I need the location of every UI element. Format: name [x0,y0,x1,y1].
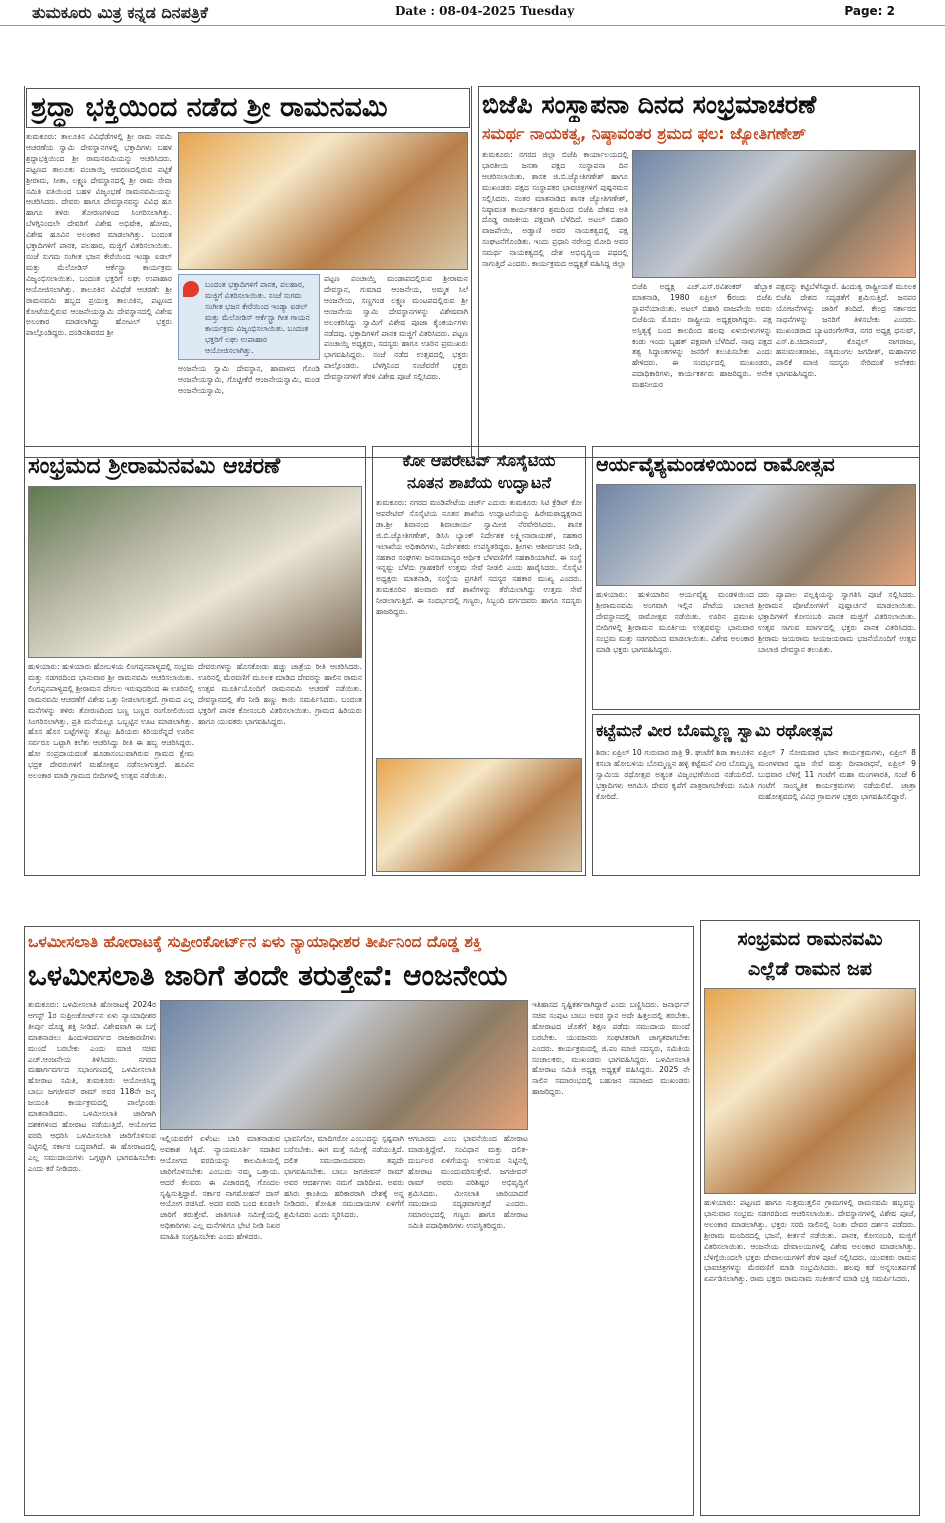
a8-body: ಹುಳಿಯಾರು: ಪಟ್ಟಣದ ಹಾಗೂ ಸುತ್ತಮುತ್ತಲಿನ ಗ್ರಾಮಗಳಲ್ಲಿ ರಾಮನವಮಿ ಹಬ್ಬವನ್ನು ಭಾನುವಾರ ಸಂಭ್ರಮ ಸಡಗರದಿಂದ ಆಚರಿಸಲಾಯಿತು. ದೇವಸ್ಥಾನಗಳಲ್ಲಿ ವಿಶೇಷ ಪೂಜೆ, ಅಲಂಕಾರ ಮಾಡಲಾಗಿತ್ತು. ಭಕ್ತರು ಸರದಿ ಸಾಲಿನಲ್ಲಿ ನಿಂತು ದೇವರ ದರ್ಶನ ಪಡೆದರು. ಶ್ರೀರಾಮ ಮಂದಿರದಲ್ಲಿ ಭಜನೆ, ಕೀರ್ತನೆ ನಡೆಯಿತು. ಪಾನಕ, ಕೋಸಂಬರಿ, ಮಜ್ಜಿಗೆ ವಿತರಿಸಲಾಯಿತು. ಆಂಜನೇಯ ದೇವಾಲಯಗಳಲ್ಲಿ ವಿಶೇಷ ಅಲಂಕಾರ ಮಾಡಲಾಗಿತ್ತು. ಬೆಳಿಗ್ಗೆಯಿಂದಲೇ ಭಕ್ತರು ದೇವಾಲಯಗಳಿಗೆ ತೆರಳಿ ಪೂಜೆ ಸಲ್ಲಿಸಿದರು. ಯುವಕರು ರಾಮನ ಭಾವಚಿತ್ರಗಳನ್ನು ಮೆರವಣಿಗೆ ಮಾಡಿ ಸಂಭ್ರಮಿಸಿದರು. ಹಲವು ಕಡೆ ಅನ್ನಸಂತರ್ಪಣೆ ಏರ್ಪಡಿಸಲಾಗಿತ್ತು. ರಾಮ ಭಕ್ತರು ರಾಮನಾಮ ಸಂಕೀರ್ತನೆ ಮಾಡಿ ಭಕ್ತಿ ಸಮರ್ಪಿಸಿದರು. [704,1198,916,1284]
headline-internal-reservation: ಒಳಮೀಸಲಾತಿ ಜಾರಿಗೆ ತಂದೇ ತರುತ್ತೇವೆ: ಆಂಜನೇಯ [28,959,508,992]
a7-col5: ಇತಿಹಾಸದ ಸೃಷ್ಟಿಕರ್ತರಾಗಿದ್ದಾರೆ ಎಂದು ಬಣ್ಣಿಸಿದರು. ಜನಾರ್ಧನ್ ಸಚಿವ ಸಂಪುಟ ಬಾಬು ಅವರ ಸ್ಥಾನ ಅದೇ ಹಿತ್ತಲದಲ್ಲಿ ತರಬೇಕು. ಹೋರಾಟದ ಜೊತೆಗೆ ಶಿಕ್ಷಣ ಪಡೆದು ಸಮುದಾಯ ಮುಂದೆ ಬರಬೇಕು. ಯುವಜನರು ಸಂಘಟಿತರಾಗಿ ಜಾಗೃತರಾಗಬೇಕು ಎಂದರು. ಕಾರ್ಯಕ್ರಮದಲ್ಲಿ ಜಿ.ಪಂ ಮಾಜಿ ಸದಸ್ಯರು, ಸಮಿತಿಯ ಸಂಚಾಲಕರು, ಮುಖಂಡರು ಭಾಗವಹಿಸಿದ್ದರು. ಒಳಮೀಸಲಾತಿ ಹೋರಾಟ ಸಮಿತಿ ಅಧ್ಯಕ್ಷ ಅಧ್ಯಕ್ಷತೆ ವಹಿಸಿದ್ದರು. 2025 ನೇ ಸಾಲಿನ ಸಮಾರಂಭದಲ್ಲಿ ಬಹುಜನ ಸಮಾಜದ ಮುಖಂಡರು ಹಾಜರಿದ್ದರು. [532,1000,690,1097]
a1-callout [178,274,320,360]
photo-procession [28,486,362,658]
masthead [0,0,945,26]
headline-cooperative-1: ಕೋ ಆಪರೇಟಿವ್ ಸೊಸೈಟಿಯ [402,451,556,470]
a2-col3: ಪಕ್ಷವನ್ನು ಕಟ್ಟಿಬೆಳೆಸಿದ್ದಾರೆ. ಹಿಂದುತ್ವ ರಾಷ್ಟ್ರೀಯತೆ ಮೂಲಕ ಬಿಜೆಪಿ ದೇಶದ ಸದೃಢತೆಗೆ ಶ್ರಮಿಸುತ್ತಿದೆ. ಜನಪರ ಯೋಜನೆಗಳನ್ನು ಜಾರಿಗೆ ತಂದಿದೆ. ಕೇಂದ್ರ ಸರ್ಕಾರದ ಸಾಧನೆಗಳನ್ನು ಜನರಿಗೆ ತಿಳಿಸಬೇಕು ಎಂದರು. ಮುಖಂಡರಾದ ಬ್ಯಾಟರಂಗೇಗೌಡ, ನಗರ ಅಧ್ಯಕ್ಷ ಧನುಷ್, ಎಸ್.ಪಿ.ಚಿದಾನಂದ್, ಕೊಪ್ಪಲ್ ನಾಗರಾಜು, ಹನುಮಂತರಾಜು, ಸತ್ಯಮಂಗಲ ಜಗದೀಶ್, ಮಹಾನಗರ ಪಾಲಿಕೆ ಮಾಜಿ ಸದಸ್ಯರು ಸೇರಿದಂತೆ ಅನೇಕರು ಭಾಗವಹಿಸಿದ್ದರು. [776,282,916,379]
photo-ribbon-cutting [376,758,582,872]
photo-decorated-deity [704,988,916,1194]
a1-col2: ಆಂಜನೇಯ ಸ್ವಾಮಿ ದೇವಸ್ಥಾನ, ಹಾವಾಳದ ಗೊಂಡಿ ಆಂಜನೇಯಸ್ವಾಮಿ, ಗೊಟ್ಟೀಕೆರೆ ಆಂಜನೇಯಸ್ವಾಮಿ, ಮಂಡ ಆಂಜನೇಯಸ್ವಾಮಿ, [178,364,320,395]
issue-date: Date : 08-04-2025 Tuesday [395,4,575,18]
a6-col2: ಏಪ್ರಿಲ್ 7 ಸೋಮವಾರ ಭಜನ ಕಾರ್ಯಕ್ರಮಗಳು, ಏಪ್ರಿಲ್ 8 ಮಂಗಳವಾರ ಧ್ವಜ ಸೇವೆ ಮತ್ತು ದೀಪಾರಾಧನೆ, ಏಪ್ರಿಲ್ 9 ಬುಧವಾರ ಬೆಳಿಗ್ಗೆ 11 ಗಂಟೆಗೆ ಮಹಾ ಮಂಗಳಾರತಿ, ಸಂಜೆ 6 ಗಂಟೆಗೆ ಸಾಂಸ್ಕೃತಿಕ ಕಾರ್ಯಕ್ರಮಗಳು ನಡೆಯಲಿವೆ. ಜಾತ್ರಾ ಮಹೋತ್ಸವದಲ್ಲಿ ವಿವಿಧ ಗ್ರಾಮಗಳ ಭಕ್ತರು ಭಾಗವಹಿಸಲಿದ್ದಾರೆ. [758,748,916,801]
headline-ramanavami-devotion: ಶ್ರದ್ಧಾ ಭಕ್ತಿಯಿಂದ ನಡೆದ ಶ್ರೀ ರಾಮನವಮಿ [26,88,470,128]
a5-col1: ಹುಳಿಯಾರು: ಹುಳಿಯಾರಿನ ಆರ್ಯವೈಶ್ಯ ಮಂಡಳಿಯಿಂದ ಶ್ರೀರಾಮನವಮಿ ಅಂಗವಾಗಿ ಇಲ್ಲಿನ ಪೇಟೆಯ ಬಾಲಾಜಿ ದೇವಸ್ಥಾನದಲ್ಲಿ ರಾಮೋತ್ಸವ ನಡೆಯಿತು. ಊರಿನ ಪ್ರಮುಖ ಬೀದಿಗಳಲ್ಲಿ ಶ್ರೀರಾಮನ ಮೂರ್ತಿಯ ಉತ್ಸವವನ್ನು ಭಾನುವಾರ ಸಂಭ್ರಮ ಮತ್ತು ಸಡಗರದಿಂದ ಮಾಡಲಾಯಿತು. ವಿಶೇಷ ಅಲಂಕಾರ ಮಾಡಿ ಭಕ್ತರು ಭಾಗವಹಿಸಿದ್ದರು. [596,590,754,654]
a2-col2: ಬಿಜೆಪಿ ಅಧ್ಯಕ್ಷ ಎಚ್.ಎಸ್.ರವಿಶಂಕರ್ ಹೆಬ್ಬಾಕ ಮಾತನಾಡಿ, 1980 ಏಪ್ರಿಲ್ 6ರಂದು ಬಿಜೆಪಿ ಸ್ಥಾಪನೆಯಾಯಿತು. ಅಟಲ್ ಬಿಹಾರಿ ವಾಜಪೇಯಿ ಅವರು ಬಿಜೆಪಿಯ ಮೊದಲ ರಾಷ್ಟ್ರೀಯ ಅಧ್ಯಕ್ಷರಾಗಿದ್ದರು. ಪಕ್ಷ ಅಸ್ತಿತ್ವಕ್ಕೆ ಬಂದ ಕಾಲದಿಂದ ಹಲವು ಏಳುಬೀಳುಗಳನ್ನು ಕಂಡು ಇಂದು ಬೃಹತ್ ಪಕ್ಷವಾಗಿ ಬೆಳೆದಿದೆ. ನಾವು ಪಕ್ಷದ ತತ್ವ ಸಿದ್ಧಾಂತಗಳನ್ನು ಜನರಿಗೆ ತಲುಪಿಸಬೇಕು ಎಂದು ಹೇಳಿದರು. ಈ ಸಂದರ್ಭದಲ್ಲಿ ಮುಖಂಡರು, ಪದಾಧಿಕಾರಿಗಳು, ಕಾರ್ಯಕರ್ತರು ಹಾಜರಿದ್ದರು. ಅನೇಕ ಮಹನೀಯರ [632,282,772,390]
a7-col1: ತುಮಕೂರು: ಒಳಮೀಸಲಾತಿ ಹೋರಾಟಕ್ಕೆ 2024ರ ಆಗಸ್ಟ್ 1ರ ಸುಪ್ರೀಂಕೋರ್ಟ್‌ನ ಏಳು ನ್ಯಾಯಾಧೀಶರ ತೀರ್ಪು ದೊಡ್ಡ ಶಕ್ತಿ ನೀಡಿದೆ. ವಿಶೇಷವಾಗಿ ಈ ಬಗ್ಗೆ ಮಾತನಾಡಲು ಹಿಂದುಳಿದವರ್ಗದ ರಾಜಕಾರಣಿಗಳು ಮುಂದೆ ಬರಬೇಕು ಎಂದು ಮಾಜಿ ಸಚಿವ ಎಚ್.ಆಂಜನೇಯ ತಿಳಿಸಿದರು. ನಗರದ ಮಹಾರ್ಗವರ್ಗದ ಸಭಾಂಗಣದಲ್ಲಿ ಒಳಮೀಸಲಾತಿ ಹೋರಾಟ ಸಮಿತಿ, ತುಮಕೂರು ಆಯೋಜಿಸಿದ್ದ ಬಾಬು ಜಗಜೀವನ್ ರಾಮ್ ಅವರ 118ನೇ ಜನ್ಮ ಜಯಂತಿ ಕಾರ್ಯಕ್ರಮದಲ್ಲಿ ಪಾಲ್ಗೊಂಡು ಮಾತನಾಡಿದರು. ಒಳಮೀಸಲಾತಿ ಜಾರಿಗಾಗಿ ದಶಕಗಳಿಂದ ಹೋರಾಟ ನಡೆಯುತ್ತಿದೆ. ಆಯೋಗದ ವರದಿ ಆಧರಿಸಿ ಒಳಮೀಸಲಾತಿ ಜಾರಿಗೊಳಿಸುವ ನಿಟ್ಟಿನಲ್ಲಿ ಸರ್ಕಾರ ಬದ್ಧವಾಗಿದೆ. ಈ ಹೋರಾಟದಲ್ಲಿ ಎಲ್ಲ ಸಮುದಾಯಗಳು ಒಗ್ಗಟ್ಟಾಗಿ ಭಾಗವಹಿಸಬೇಕು ಎಂದು ಕರೆ ನೀಡಿದರು. [28,1000,156,1173]
headline-sambhramada-ramanavami: ಸಂಭ್ರಮದ ಶ್ರೀರಾಮನವಮಿ ಆಚರಣೆ [28,454,281,479]
subhead-bjp: ಸಮರ್ಥ ನಾಯಕತ್ವ, ನಿಷ್ಠಾವಂತರ ಶ್ರಮದ ಫಲ: ಜ್ಯೋತಿಗಣೇಶ್ [482,124,806,143]
headline-aryavaishya: ಆರ್ಯವೈಶ್ಯಮಂಡಳಿಯಿಂದ ರಾಮೋತ್ಸವ [596,454,835,476]
photo-anjaneya-event [160,1000,528,1130]
a3-col2: ದೇವರುಗಳನ್ನು ಹೊಸಕೋಡು ಹಚ್ಚು ಜಾತ್ರೆಯ ರೀತಿ ಆಚರಿಸಿದರು. ಊರಿನಲ್ಲಿ ಮೆರವಣಿಗೆ ಮೂಲಕ ಮಾಡಿದ ದೇವರನ್ನು ಹಾಲಿನ ರಾಮನ ಉತ್ಸವ ಮೂರ್ತಿಯೊಂದಿಗೆ ರಾಮನವಮಿ ಆಚರಣೆ ನಡೆಯಿತು. ದೇವಸ್ಥಾನದಲ್ಲಿ ತೆರ ನೀಡಿ ಹಣ್ಣು ಕಾಯಿ ಸಮರ್ಪಿಸಿದರು. ಬಂದಂತ ಭಕ್ತರಿಗೆ ಪಾನಕ ಕೋಸಂಬರಿ ವಿತರಿಸಲಾಯಿತು. ಗ್ರಾಮದ ಹಿರಿಯರು ಹಾಗೂ ಯುವಕರು ಭಾಗವಹಿಸಿದ್ದರು. [198,662,362,726]
a3-col1: ಹುಳಿಯಾರು: ಹುಳಿಯಾರು ಹೋಬಳಿಯ ಲಿಂಗಪ್ಪನಪಾಳ್ಯದಲ್ಲಿ ಸಂಭ್ರಮ ಮತ್ತು ಸಡಗರದಿಂದ ಭಾನುವಾರ ಶ್ರೀ ರಾಮನವಮಿ ಆಚರಿಸಲಾಯಿತು. ಲಿಂಗಪ್ಪನಪಾಳ್ಯದಲ್ಲಿ ಶ್ರೀರಾಮನ ದೇಗುಲ ಇರುವುದರಿಂದ ಈ ಊರಿನಲ್ಲಿ ರಾಮನವಮಿ ಆಚರಣೆಗೆ ವಿಶೇಷ ಒತ್ತು ನೀಡಲಾಗುತ್ತದೆ. ಗ್ರಾಮದ ಎಲ್ಲ ಮನೆಗಳನ್ನು ತಳಿರು ತೋರಣದಿಂದ ಬಣ್ಣ ಬಣ್ಣದ ರಂಗೋಲಿಯಿಂದ ಸಿಂಗರಿಸಲಾಗಿತ್ತು. ಪ್ರತಿ ಮನೆಯಲ್ಲೂ ಒಬ್ಬಟ್ಟಿನ ಊಟ ಮಾಡಲಾಗಿತ್ತು. ಹೊಸ ಹೊಸ ಬಟ್ಟೆಗಳನ್ನು ತೊಟ್ಟು ಹಿರಿಯರು ಕಿರಿಯರೆನ್ನದೆ ಊರಿನ ಸರ್ವರೂ ಒಟ್ಟಾಗಿ ಕಲೆತು ಆಚರಿಸಿದ್ದು ರೀತಿ ಈ ಹಬ್ಬ ಆಚರಿಸಿದ್ದರು. ಹೋ ಸಂಪ್ರದಾಯದಂತೆ ಹೂಡಾಸಂಬುವಾಗಿರುವ ಗ್ರಾಮದ ಕ್ಷೇಮ ಭದ್ರಕ ದೇವರುಗಳಿಗೆ ಮಹೋತ್ಸವ ನಡೆಸಲಾಗುತ್ತದೆ. ಹೂವಿನ ಅಲಂಕಾರ ಮಾಡಿ ಗ್ರಾಮದ ಬೀದಿಗಳಲ್ಲಿ ಉತ್ಸವ ನಡೆಯಿತು. [28,662,194,781]
photo-aryavaishya [596,484,916,586]
page-number: Page: 2 [844,4,895,18]
a1-col3: ಪಟ್ಟಣ ಪಂಚಾಯ್ತಿ ಮಂಡಾಪದಲ್ಲಿರುವ ಶ್ರೀರಾಮನ ದೇವಸ್ಥಾನ, ಗುಮಾದ ಆಂಜನೇಯ, ಅಮ್ಮತ ಸಿಲೆ ಆಂಜನೇಯ, ಸಣ್ಣಗಂಡ ಲಕ್ಷ್ಮಣ ಮಂಟಪದಲ್ಲಿರುವ ಶ್ರೀ ಆಂಜನೇಯ ಸ್ವಾಮಿ ದೇವಸ್ಥಾನಗಳನ್ನು ವಿಶೇಷವಾಗಿ ಅಲಂಕರಿಸಿದ್ದು ಸ್ವಾಮಿಗೆ ವಿಶೇಷ ಪೂಜಾ ಕೈಂಕರ್ಯಗಳು ನಡೆದವು. ಭಕ್ತಾದಿಗಳಿಗೆ ಪಾನಕ ಮಜ್ಜಿಗೆ ವಿತರಿಸಿದರು. ಪಟ್ಟಣ ಪಂಚಾಯ್ತಿ ಅಧ್ಯಕ್ಷರು, ಸದಸ್ಯರು ಹಾಗೂ ಊರಿನ ಪ್ರಮುಖರು ಭಾಗವಹಿಸಿದ್ದರು. ಸಂಜೆ ನಡೆದ ಉತ್ಸವದಲ್ಲಿ ಭಕ್ತರು ಪಾಲ್ಗೊಂಡರು. ಬೆಳಗ್ಗಿನಿಂದ ಸಂಜೆವರೆಗೆ ಭಕ್ತರು ದೇವಸ್ಥಾನಗಳಿಗೆ ತೆರಳಿ ವಿಶೇಷ ಪೂಜೆ ಸಲ್ಲಿಸಿದರು. [324,274,468,382]
headline-bommanna: ಕಟ್ಟೆಮನೆ ವೀರ ಬೊಮ್ಮಣ್ಣ ಸ್ವಾಮಿ ರಥೋತ್ಸವ [596,721,833,740]
kicker-internal-reservation: ಒಳಮೀಸಲಾತಿ ಹೋರಾಟಕ್ಕೆ ಸುಪ್ರೀಂಕೋರ್ಟ್‌ನ ಏಳು ನ್ಯಾಯಾಧೀಶರ ತೀರ್ಪಿನಿಂದ ದೊಡ್ಡ ಶಕ್ತಿ [28,933,482,951]
a5-col2: ದರು ಪ್ಯಾಪಾಲ ಪಲ್ಲಕ್ಕಿಯನ್ನು ಸ್ವಾಗತಿಸಿ ಪೂಜೆ ಸಲ್ಲಿಸಿದರು. ಶ್ರೀರಾಮನ ಪೋಟೋಗಳಿಗೆ ಪುಷ್ಪಾರ್ಚನೆ ಮಾಡಲಾಯಿತು. ಭಕ್ತಾದಿಗಳಿಗೆ ಕೋಸಂಬರಿ ಪಾನಕ ಮಜ್ಜಿಗೆ ವಿತರಿಸಲಾಯಿತು. ಉತ್ಸವ ಸಾಗುವ ಮಾರ್ಗದಲ್ಲಿ ಭಕ್ತರು ಪಾನಕ ವಿತರಿಸಿದರು. ಶ್ರೀರಾಮ ಜಯರಾಮ ಜಯಜಯರಾಮ ಭಜನೆಯೊಂದಿಗೆ ಉತ್ಸವ ಬಾಲಾಜಿ ದೇವಸ್ಥಾನ ತಲುಪಿತು. [758,590,916,654]
quote-mark-icon [183,281,199,297]
a4-body: ತುಮಕೂರು: ನಗರದ ಮಂಡಿಪೇಟೆಯ ಚರ್ಚ್ ಎದುರು ತುಮಕೂರು ಸಿಟಿ ಕ್ರೆಡಿಟ್ ಕೋ ಆಪರೇಟಿವ್ ಸೊಸೈಟಿಯ ನೂತನ ಶಾಖೆಯ ಉದ್ಘಾಟನೆಯನ್ನು ಹಿರೇಮಠಾಧ್ಯಕ್ಷರಾದ ಡಾ.ಶ್ರೀ ಶಿವಾನಂದ ಶಿವಾಚಾರ್ಯ ಸ್ವಾಮೀಜಿ ನೆರವೇರಿಸಿದರು. ಶಾಸಕ ಜಿ.ಬಿ.ಜ್ಯೋತಿಗಣೇಶ್, ಡಿಸಿಸಿ ಬ್ಯಾಂಕ್ ನಿರ್ದೇಶಕ ಲಕ್ಷ್ಮೀನಾರಾಯಣ್, ಸಹಕಾರ ಇಲಾಖೆಯ ಅಧಿಕಾರಿಗಳು, ನಿರ್ದೇಶಕರು ಉಪಸ್ಥಿತರಿದ್ದರು. ಶ್ರೀಗಳು ಆಶೀರ್ವಚನ ನೀಡಿ, ಸಹಕಾರ ಸಂಘಗಳು ಜನಸಾಮಾನ್ಯರ ಆರ್ಥಿಕ ಬೆಳವಣಿಗೆಗೆ ಸಹಕಾರಿಯಾಗಿವೆ. ಈ ಸಂಸ್ಥೆ ಇನ್ನಷ್ಟು ಬೆಳೆದು ಗ್ರಾಹಕರಿಗೆ ಉತ್ತಮ ಸೇವೆ ನೀಡಲಿ ಎಂದು ಹಾರೈಸಿದರು. ಸೊಸೈಟಿ ಅಧ್ಯಕ್ಷರು ಮಾತನಾಡಿ, ಸಂಸ್ಥೆಯ ಪ್ರಗತಿಗೆ ಸದಸ್ಯರ ಸಹಕಾರ ಮುಖ್ಯ ಎಂದರು. ತುಮಕೂರಿನ ಹಲವಾರು ಕಡೆ ಶಾಖೆಗಳನ್ನು ತೆರೆಯಲಾಗಿದ್ದು ಉತ್ತಮ ಸೇವೆ ನೀಡಲಾಗುತ್ತಿದೆ. ಈ ಸಂದರ್ಭದಲ್ಲಿ ಗಣ್ಯರು, ಸಿಬ್ಬಂದಿ ವರ್ಗದವರು ಹಾಗೂ ಸದಸ್ಯರು ಹಾಜರಿದ್ದರು. [376,498,582,617]
a7-col4: ಆಗಬಾರದು ಎಂಬ ಭಾವನೆಯಿಂದ ಹೋರಾಟ ಮಾಡುತ್ತಿದ್ದೇವೆ. ಸಂವಿಧಾನ ಮತ್ತು ದಲಿತ-ದುರ್ಬಲರ ಏಳಿಗೆಯನ್ನು ಉಳಿಸುವ ನಿಟ್ಟಿನಲ್ಲಿ ಹೋರಾಟ ಮುಂದುವರಿಸುತ್ತೇವೆ. ಜಗಜೀವನ್ ರಾಮ್ ಅವರು ಪರಿಶಿಷ್ಟರ ಅಭಿವೃದ್ಧಿಗೆ ಶ್ರಮಿಸಿದರು. ಮೀಸಲಾತಿ ಜಾರಿಯಾದರೆ ಸಮುದಾಯ ಸದೃಢವಾಗುತ್ತದೆ ಎಂದರು. ಸಮಾರಂಭದಲ್ಲಿ ಗಣ್ಯರು ಹಾಗೂ ಹೋರಾಟ ಸಮಿತಿ ಪದಾಧಿಕಾರಿಗಳು ಉಪಸ್ಥಿತರಿದ್ದರು. [408,1134,528,1231]
a2-col1: ತುಮಕೂರು: ನಗರದ ಜಿಲ್ಲಾ ಬಿಜೆಪಿ ಕಾರ್ಯಾಲಯದಲ್ಲಿ ಭಾರತೀಯ ಜನತಾ ಪಕ್ಷದ ಸಂಸ್ಥಾಪನಾ ದಿನ ಆಚರಿಸಲಾಯಿತು. ಶಾಸಕ ಜಿ.ಬಿ.ಜ್ಯೋತಿಗಣೇಶ್ ಹಾಗೂ ಮುಖಂಡರು ಪಕ್ಷದ ಸಂಸ್ಥಾಪಕರ ಭಾವಚಿತ್ರಗಳಿಗೆ ಪುಷ್ಪನಮನ ಸಲ್ಲಿಸಿದರು. ನಂತರ ಮಾತನಾಡಿದ ಶಾಸಕ ಜ್ಯೋತಿಗಣೇಶ್, ನಿಷ್ಠಾವಂತ ಕಾರ್ಯಕರ್ತರ ಶ್ರಮದಿಂದ ಬಿಜೆಪಿ ದೇಶದ ಅತಿ ದೊಡ್ಡ ರಾಜಕೀಯ ಪಕ್ಷವಾಗಿ ಬೆಳೆದಿದೆ. ಅಟಲ್ ಬಿಹಾರಿ ವಾಜಪೇಯಿ, ಅಡ್ವಾಣಿ ಅವರ ನಾಯಕತ್ವದಲ್ಲಿ ಪಕ್ಷ ಸಂಘಟನೆಗೊಂಡಿತು. ಇಂದು ಪ್ರಧಾನಿ ನರೇಂದ್ರ ಮೋದಿ ಅವರ ಸಮರ್ಥ ನಾಯಕತ್ವದಲ್ಲಿ ದೇಶ ಅಭಿವೃದ್ಧಿಯ ಪಥದಲ್ಲಿ ಸಾಗುತ್ತಿದೆ ಎಂದರು. ಕಾರ್ಯಕ್ರಮದ ಅಧ್ಯಕ್ಷತೆ ವಹಿಸಿದ್ದ ಜಿಲ್ಲಾ [482,150,628,269]
a1-callout-text: ಬಂದಂತ ಭಕ್ತಾದಿಗಳಿಗೆ ಪಾನಕ, ಪಲಹಾರ, ಮಜ್ಜಿಗೆ ವಿತರಿಸಲಾಯಿತು. ಸಂಜೆ ಸುಗಮ ಸಂಗೀತ ಭಜನ ಕೇರೆಯಿಂದ ಇಂಡ್ಯಾ ಐಡಲ್ ಮತ್ತು ಮೆಲೋಡಿಸ್ ಆರ್ಕೆಸ್ಟ್ರಾ ಗೀತ ಗಾಯನ ಕಾರ್ಯಕ್ರಮ ವಿಜೃಂಭಿಸಲಾಯಿತು. ಬಂದಂತ ಭಕ್ತರಿಗೆ ಲಘು ಉಪಾಹಾರ ಆಯೋಜಿಸಲಾಗಿತ್ತು. [205,280,310,355]
a7-col3: ಭಾವನಿಗೋ, ಮಾದಿಗರೋ ಎಂಬುದನ್ನು ಸ್ಪಷ್ಟವಾಗಿ ಬರೆಸಬೇಕು. ಈಗ ಮತ್ತೆ ಸಮೀಕ್ಷೆ ನಡೆಯುತ್ತಿದೆ. ದಲಿತ ಸಮುದಾಯದವರು ತಪ್ಪದೇ ಭಾಗವಹಿಸಬೇಕು. ಬಾಬು ಜಗಜೀವನ್ ರಾಮ್ ಅವರ ಆದರ್ಶಗಳು ನಮಗೆ ದಾರಿದೀಪ. ಅವರು ಹಸಿರು ಕ್ರಾಂತಿಯ ಹರಿಕಾರರಾಗಿ ದೇಶಕ್ಕೆ ಅನ್ನ ನೀಡಿದರು. ಶೋಷಿತ ಸಮುದಾಯಗಳ ಏಳಿಗೆಗೆ ಶ್ರಮಿಸಿದರು ಎಂದು ಸ್ಮರಿಸಿದರು. [284,1134,404,1220]
newspaper-logo: ತುಮಕೂರು ಮಿತ್ರ ಕನ್ನಡ ದಿನಪತ್ರಿಕೆ [32,3,208,22]
a6-col1: ಶಿರಾ: ಏಪ್ರಿಲ್ 10 ಗುರುವಾರ ರಾತ್ರಿ 9. ಘಂಟೆಗೆ ಶಿರಾ ತಾಲೂಕಿನ ಕಸಬಾ ಹೋಬಳಿಯ ಬೊಮ್ಮಣ್ಣನ ಹಳ್ಳಿ ಕಟ್ಟೆಮನೆ ವೀರ ಬೊಮ್ಮಣ್ಣ ಸ್ವಾಮಿಯ ರಥೋತ್ಸವ ಅತ್ಯಂತ ವಿಜೃಂಭಣೆಯಿಂದ ನಡೆಯಲಿದೆ. ಭಕ್ತಾದಿಗಳು ಆಗಮಿಸಿ ದೇವರ ಕೃಪೆಗೆ ಪಾತ್ರರಾಗಬೇಕೆಂದು ಸಮಿತಿ ಕೋರಿದೆ. [596,748,754,801]
photo-temple-gathering [178,132,468,270]
headline-ramana-japa-1: ಸಂಭ್ರಮದ ರಾಮನವಮಿ [737,928,883,950]
a1-col1: ತುಮಕೂರು: ತಾಲೂಕಿನ ವಿವಿಧೆಡೆಗಳಲ್ಲಿ ಶ್ರೀ ರಾಮ ನವಮಿ ಆಚರಣೆಯ ಸ್ವಾಮಿ ದೇವಸ್ಥಾನಗಳಲ್ಲಿ ಭಕ್ತಾದಿಗಳು ಬಹಳ ಶ್ರದ್ಧಾಭಕ್ತಿಯಿಂದ ಶ್ರೀ ರಾಮನವಮಿಯನ್ನು ಆಚರಿಸಿದರು. ಪಟ್ಟಣದ ತಾಲೂಕು ಪಂಚಾಯ್ತಿ ಆವರಣದಲ್ಲಿರುವ ಪಟ್ಟಿಕೆ ಶ್ರೀರಾಮ, ಸೀತಾ, ಲಕ್ಷ್ಮಣ ದೇವಸ್ಥಾನದಲ್ಲಿ ಶ್ರೀ ರಾಮ ಸೇವಾ ಸಮಿತಿ ವತಿಯಿಂದ ಬಹಳ ವಿಜೃಂಭಣೆ ರಾಮನವಮಿಯನ್ನು ಆಚರಿಸಿದರು. ದೇವರು ಹಾಗೂ ದೇವಸ್ಥಾನವನ್ನು ವಿವಿಧ ಹೂ ಹಾಗೂ ತಳಿರು ತೋರಣಗಳಿಂದ ಸಿಂಗರಿಸಲಾಗಿತ್ತು. ಬೆಳಗ್ಗಿನಿಂದಲೇ ದೇವರಿಗೆ ವಿಶೇಷ ಅಭಿಷೇಕ, ಹೋಮ, ವಿಶೇಷ ಹೂವಿನ ಅಲಂಕಾರ ಮಾಡಲಾಗಿತ್ತು. ಬಂದಂತ ಭಕ್ತಾದಿಗಳಿಗೆ ಪಾನಕ, ಪಲಹಾರ, ಮಜ್ಜಿಗೆ ವಿತರಿಸಲಾಯಿತು. ಸಂಜೆ ಸುಗಮ ಸಂಗೀತ ಭಜನ ಕೇರೆಯಿಂದ ಇಂಡ್ಯಾ ಐಡಲ್ ಮತ್ತು ಮೆಲೋಡಿಸ್ ಆರ್ಕೆಸ್ಟ್ರಾ ಕಾರ್ಯಕ್ರಮ ವಿಜೃಂಭಿಸಲಾಯಿತು. ಬಂದಂತ ಭಕ್ತರಿಗೆ ಲಘು ಉಪಾಹಾರ ಆಯೋಜಿಸಲಾಗಿತ್ತು. ತಾಲೂಕಿನ ವಿವಿಧೆಡೆ ಆಚರಣೆ: ಶ್ರೀ ರಾಮನವಮಿ ಹಬ್ಬದ ಪ್ರಯುಕ್ತ ತಾಲೂಕಿನ, ಪಟ್ಟಣದ ಕೋಟೆಯಲ್ಲಿರುವ ಆಂಜನೇಯಸ್ವಾಮಿ ದೇವಸ್ಥಾನದಲ್ಲಿ ವಿಶೇಷ ಅಲಂಕಾರ ಮಾಡಲಾಗಿದ್ದು ಹೋಟಲ್ ಭಕ್ತರು ಪಾಲ್ಗೊಂಡಿದ್ದರು. ದಂಡಿನಶಿವರದ ಶ್ರೀ [26,132,172,338]
a7-col2: ಇಲ್ಲಿಯವರೆಗೆ ಏಳೆಂಟು ಬಾರಿ ಮಾತನಾಡುವ ಅವಕಾಶ ಸಿಕ್ಕಿದೆ. ನ್ಯಾಯಮೂರ್ತಿ ಸದಾಶಿವ ಆಯೋಗದ ವರದಿಯನ್ನು ಕಾಲಮಿತಿಯಲ್ಲಿ ಜಾರಿಗೊಳಿಸಬೇಕು ಎಂಬುದು ನಮ್ಮ ಒತ್ತಾಯ. ಆದರೆ ಕೆಲವರು ಈ ವಿಚಾರದಲ್ಲಿ ಗೊಂದಲ ಸೃಷ್ಟಿಸುತ್ತಿದ್ದಾರೆ. ಸರ್ಕಾರ ನಾಗಮೋಹನ್ ದಾಸ್ ಆಯೋಗ ರಚಿಸಿದೆ. ಅದರ ವರದಿ ಬಂದ ಕೂಡಲೇ ಜಾರಿಗೆ ತರುತ್ತೇವೆ. ಜಾತಿಗಣತಿ ಸಮೀಕ್ಷೆಯಲ್ಲಿ ಅಧಿಕಾರಿಗಳು ಎಲ್ಲ ಮನೆಗಳಿಗೂ ಭೇಟಿ ನೀಡಿ ನಿಖರ ಮಾಹಿತಿ ಸಂಗ್ರಹಿಸಬೇಕು ಎಂದು ಹೇಳಿದರು. [160,1134,280,1242]
headline-cooperative-2: ನೂತನ ಶಾಖೆಯ ಉದ್ಘಾಟನೆ [406,473,552,492]
headline-ramana-japa-2: ಎಲ್ಲೆಡೆ ರಾಮನ ಜಪ [748,958,872,980]
photo-bjp-event [632,150,916,278]
headline-bjp-foundation-day: ಬಿಜೆಪಿ ಸಂಸ್ಥಾಪನಾ ದಿನದ ಸಂಭ್ರಮಾಚರಣೆ [482,90,817,119]
